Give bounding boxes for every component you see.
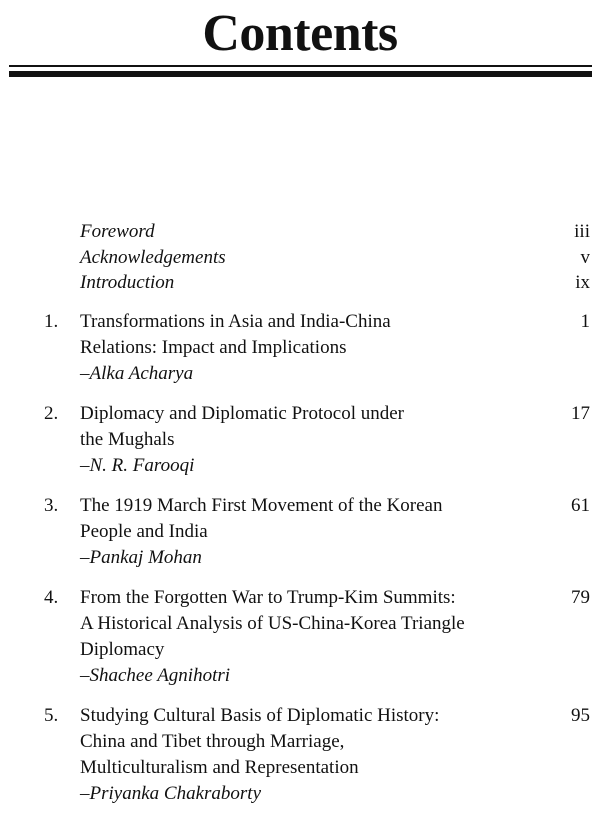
chapter-page: 79 — [571, 587, 590, 608]
chapter-page: 95 — [571, 705, 590, 726]
title-rule-thick — [9, 71, 592, 77]
chapter-author: –Priyanka Chakraborty — [80, 783, 262, 804]
chapter-title-line: Diplomacy — [80, 639, 165, 660]
chapter-entry — [44, 585, 590, 689]
chapter-page: 1 — [580, 311, 590, 332]
chapter-entry — [44, 309, 590, 387]
front-matter-label: Introduction — [80, 272, 175, 293]
chapter-title-line: A Historical Analysis of US-China-Korea Triangle — [80, 613, 465, 634]
front-matter-item — [80, 270, 590, 296]
chapter-author: –N. R. Farooqi — [80, 455, 195, 476]
front-matter-label: Foreword — [80, 221, 155, 242]
chapter-title-line: Relations: Impact and Implications — [80, 337, 347, 358]
chapter-number: 5. — [44, 705, 59, 726]
front-matter-list — [80, 219, 590, 296]
chapter-page: 61 — [571, 495, 590, 516]
chapter-title-line: Diplomacy and Diplomatic Protocol under — [80, 403, 404, 424]
chapter-number: 2. — [44, 403, 59, 424]
chapter-title-line: From the Forgotten War to Trump-Kim Summits: — [80, 587, 456, 608]
front-matter-page: v — [580, 246, 590, 268]
front-matter-page: iii — [574, 221, 590, 242]
chapter-list — [44, 309, 590, 821]
page-title: Contents — [202, 5, 398, 62]
chapter-title-line: Multiculturalism and Representation — [80, 757, 359, 778]
chapter-title-line: Studying Cultural Basis of Diplomatic History: — [80, 705, 440, 726]
chapter-number: 3. — [44, 495, 59, 516]
chapter-author: –Pankaj Mohan — [80, 547, 202, 568]
chapter-title-line: People and India — [80, 521, 208, 542]
chapter-title-line: the Mughals — [80, 429, 175, 450]
front-matter-item — [80, 219, 590, 245]
chapter-title-line: Transformations in Asia and India-China — [80, 311, 391, 332]
front-matter-label: Acknowledgements — [80, 246, 226, 268]
chapter-author: –Shachee Agnihotri — [80, 665, 231, 686]
chapter-entry — [44, 703, 590, 807]
chapter-number: 1. — [44, 311, 59, 332]
chapter-entry — [44, 493, 590, 571]
chapter-page: 17 — [571, 403, 590, 424]
chapter-number: 4. — [44, 587, 59, 608]
chapter-entry — [44, 401, 590, 479]
chapter-author: –Alka Acharya — [80, 363, 194, 384]
front-matter-item — [80, 245, 590, 271]
chapter-title-line: The 1919 March First Movement of the Korean — [80, 495, 443, 516]
front-matter-page: ix — [575, 272, 590, 293]
title-rule-thin — [9, 65, 592, 67]
chapter-title-line: China and Tibet through Marriage, — [80, 731, 345, 752]
